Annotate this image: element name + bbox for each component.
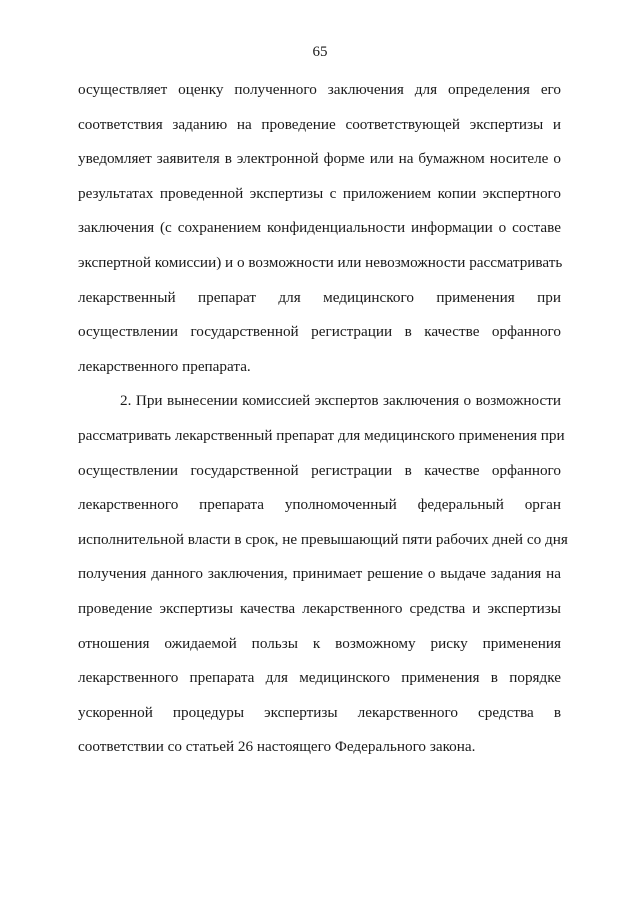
paragraph-1 bbox=[78, 73, 561, 384]
text-line: соответствия заданию на проведение соответствующей экспертизы и bbox=[78, 115, 561, 133]
text-line: отношения ожидаемой пользы к возможному риску применения bbox=[78, 634, 561, 652]
text-line: соответствии со статьей 26 настоящего Федерального закона. bbox=[78, 738, 476, 756]
text-line: лекарственного препарата. bbox=[78, 357, 251, 375]
text-line: ускоренной процедуры экспертизы лекарственного средства в bbox=[78, 703, 561, 721]
text-line: уведомляет заявителя в электронной форме или на бумажном носителе о bbox=[78, 150, 561, 168]
page-number: 65 bbox=[312, 44, 328, 60]
text-line: лекарственный препарат для медицинского применения при bbox=[78, 288, 561, 306]
text-line: рассматривать лекарственный препарат для медицинского применения при bbox=[78, 426, 565, 444]
paragraph-2 bbox=[78, 384, 568, 765]
document-body bbox=[78, 73, 568, 765]
text-line: получения данного заключения, принимает решение о выдаче задания на bbox=[78, 565, 561, 583]
text-line: экспертной комиссии) и о возможности или невозможности рассматривать bbox=[78, 253, 563, 271]
text-line: результатах проведенной экспертизы с приложением копии экспертного bbox=[78, 184, 561, 202]
text-line: лекарственного препарата для медицинского применения в порядке bbox=[78, 669, 561, 687]
text-line: исполнительной власти в срок, не превышающий пяти рабочих дней со дня bbox=[78, 530, 568, 548]
text-line: заключения (с сохранением конфиденциальности информации о составе bbox=[78, 219, 561, 237]
text-line: 2. При вынесении комиссией экспертов заключения о возможности bbox=[120, 392, 561, 410]
text-line: проведение экспертизы качества лекарственного средства и экспертизы bbox=[78, 599, 561, 617]
text-line: осуществлении государственной регистрации в качестве орфанного bbox=[78, 461, 561, 479]
text-line: осуществлении государственной регистрации в качестве орфанного bbox=[78, 323, 561, 341]
text-line: осуществляет оценку полученного заключения для определения его bbox=[78, 81, 561, 98]
text-line: лекарственного препарата уполномоченный федеральный орган bbox=[78, 496, 561, 514]
